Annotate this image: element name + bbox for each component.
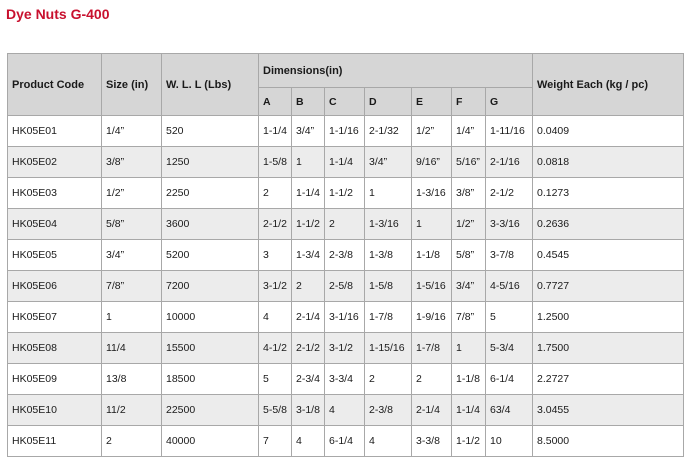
- cell-dim-c: 3-1/16: [325, 302, 365, 333]
- table-row: [8, 364, 684, 395]
- cell-product-code: HK05E07: [8, 302, 102, 333]
- table-row: [8, 426, 684, 457]
- header-dim-e: E: [412, 88, 452, 116]
- table-row: [8, 240, 684, 271]
- cell-dim-g: 3-7/8: [486, 240, 533, 271]
- cell-dim-e: 1-5/16: [412, 271, 452, 302]
- cell-wll: 3600: [162, 209, 259, 240]
- cell-weight: 3.0455: [533, 395, 684, 426]
- cell-dim-e: 1-7/8: [412, 333, 452, 364]
- table-row: [8, 209, 684, 240]
- cell-weight: 0.7727: [533, 271, 684, 302]
- cell-wll: 2250: [162, 178, 259, 209]
- cell-dim-g: 5-3/4: [486, 333, 533, 364]
- header-row: [8, 54, 684, 88]
- cell-dim-b: 1-3/4: [292, 240, 325, 271]
- cell-dim-e: 1/2”: [412, 116, 452, 147]
- cell-weight: 0.0818: [533, 147, 684, 178]
- cell-dim-d: 2-3/8: [365, 395, 412, 426]
- cell-dim-b: 3/4”: [292, 116, 325, 147]
- cell-weight: 0.1273: [533, 178, 684, 209]
- cell-weight: 8.5000: [533, 426, 684, 457]
- cell-dim-e: 3-3/8: [412, 426, 452, 457]
- cell-dim-d: 4: [365, 426, 412, 457]
- header-dim-b: B: [292, 88, 325, 116]
- cell-dim-b: 1-1/2: [292, 209, 325, 240]
- cell-dim-g: 1-11/16: [486, 116, 533, 147]
- cell-dim-a: 4-1/2: [259, 333, 292, 364]
- cell-size: 1: [102, 302, 162, 333]
- table-row: [8, 395, 684, 426]
- cell-dim-c: 2-5/8: [325, 271, 365, 302]
- table-row: [8, 271, 684, 302]
- cell-dim-f: 1-1/8: [452, 364, 486, 395]
- cell-dim-f: 1-1/4: [452, 395, 486, 426]
- cell-weight: 1.7500: [533, 333, 684, 364]
- cell-dim-c: 6-1/4: [325, 426, 365, 457]
- cell-size: 11/4: [102, 333, 162, 364]
- cell-dim-d: 2: [365, 364, 412, 395]
- cell-weight: 2.2727: [533, 364, 684, 395]
- cell-wll: 5200: [162, 240, 259, 271]
- cell-dim-c: 1-1/2: [325, 178, 365, 209]
- cell-product-code: HK05E08: [8, 333, 102, 364]
- cell-dim-g: 2-1/2: [486, 178, 533, 209]
- cell-size: 3/4”: [102, 240, 162, 271]
- header-dim-g: G: [486, 88, 533, 116]
- cell-dim-g: 5: [486, 302, 533, 333]
- header-dim-a: A: [259, 88, 292, 116]
- cell-product-code: HK05E03: [8, 178, 102, 209]
- cell-dim-d: 1-3/8: [365, 240, 412, 271]
- table-body: [8, 116, 684, 457]
- cell-dim-a: 3: [259, 240, 292, 271]
- cell-dim-g: 10: [486, 426, 533, 457]
- table-row: [8, 333, 684, 364]
- cell-size: 3/8”: [102, 147, 162, 178]
- cell-dim-a: 2-1/2: [259, 209, 292, 240]
- cell-weight: 1.2500: [533, 302, 684, 333]
- cell-dim-a: 1-5/8: [259, 147, 292, 178]
- table-row: [8, 116, 684, 147]
- cell-dim-d: 3/4”: [365, 147, 412, 178]
- cell-dim-f: 1: [452, 333, 486, 364]
- cell-dim-a: 7: [259, 426, 292, 457]
- cell-product-code: HK05E02: [8, 147, 102, 178]
- cell-dim-c: 4: [325, 395, 365, 426]
- cell-dim-e: 9/16”: [412, 147, 452, 178]
- cell-wll: 22500: [162, 395, 259, 426]
- header-weight: Weight Each (kg / pc): [533, 54, 684, 116]
- cell-product-code: HK05E11: [8, 426, 102, 457]
- header-dim-d: D: [365, 88, 412, 116]
- cell-product-code: HK05E10: [8, 395, 102, 426]
- cell-weight: 0.2636: [533, 209, 684, 240]
- cell-dim-d: 1-7/8: [365, 302, 412, 333]
- cell-dim-e: 1: [412, 209, 452, 240]
- header-dim-f: F: [452, 88, 486, 116]
- cell-dim-c: 2-3/8: [325, 240, 365, 271]
- cell-dim-d: 2-1/32: [365, 116, 412, 147]
- header-size: Size (in): [102, 54, 162, 116]
- cell-size: 5/8”: [102, 209, 162, 240]
- cell-product-code: HK05E01: [8, 116, 102, 147]
- cell-dim-a: 5-5/8: [259, 395, 292, 426]
- cell-wll: 7200: [162, 271, 259, 302]
- cell-dim-b: 2: [292, 271, 325, 302]
- cell-weight: 0.0409: [533, 116, 684, 147]
- cell-size: 11/2: [102, 395, 162, 426]
- table-row: [8, 178, 684, 209]
- header-product-code: Product Code: [8, 54, 102, 116]
- cell-dim-f: 3/8”: [452, 178, 486, 209]
- cell-dim-d: 1-15/16: [365, 333, 412, 364]
- cell-dim-c: 3-1/2: [325, 333, 365, 364]
- cell-dim-e: 2-1/4: [412, 395, 452, 426]
- cell-dim-b: 2-1/2: [292, 333, 325, 364]
- cell-dim-c: 1-1/4: [325, 147, 365, 178]
- cell-dim-g: 2-1/16: [486, 147, 533, 178]
- header-wll: W. L. L (Lbs): [162, 54, 259, 116]
- page-title: Dye Nuts G-400: [6, 6, 110, 22]
- cell-dim-f: 5/16”: [452, 147, 486, 178]
- cell-dim-e: 1-1/8: [412, 240, 452, 271]
- cell-dim-c: 3-3/4: [325, 364, 365, 395]
- cell-dim-b: 1-1/4: [292, 178, 325, 209]
- cell-dim-d: 1: [365, 178, 412, 209]
- cell-wll: 18500: [162, 364, 259, 395]
- cell-dim-c: 1-1/16: [325, 116, 365, 147]
- cell-dim-f: 1/4”: [452, 116, 486, 147]
- cell-dim-a: 2: [259, 178, 292, 209]
- cell-dim-b: 2-3/4: [292, 364, 325, 395]
- cell-dim-g: 3-3/16: [486, 209, 533, 240]
- cell-dim-f: 7/8”: [452, 302, 486, 333]
- cell-dim-f: 3/4”: [452, 271, 486, 302]
- cell-dim-f: 1-1/2: [452, 426, 486, 457]
- cell-dim-a: 3-1/2: [259, 271, 292, 302]
- cell-dim-b: 3-1/8: [292, 395, 325, 426]
- cell-product-code: HK05E04: [8, 209, 102, 240]
- cell-weight: 0.4545: [533, 240, 684, 271]
- cell-dim-g: 4-5/16: [486, 271, 533, 302]
- cell-dim-d: 1-3/16: [365, 209, 412, 240]
- header-dimensions: Dimensions(in): [259, 54, 533, 88]
- cell-dim-b: 4: [292, 426, 325, 457]
- cell-size: 1/2”: [102, 178, 162, 209]
- cell-dim-f: 5/8”: [452, 240, 486, 271]
- table-row: [8, 147, 684, 178]
- specification-table: [7, 53, 684, 457]
- table-row: [8, 302, 684, 333]
- cell-size: 2: [102, 426, 162, 457]
- cell-dim-c: 2: [325, 209, 365, 240]
- cell-dim-b: 1: [292, 147, 325, 178]
- cell-wll: 10000: [162, 302, 259, 333]
- cell-product-code: HK05E06: [8, 271, 102, 302]
- cell-dim-g: 63/4: [486, 395, 533, 426]
- cell-dim-a: 4: [259, 302, 292, 333]
- cell-dim-e: 1-3/16: [412, 178, 452, 209]
- cell-product-code: HK05E05: [8, 240, 102, 271]
- cell-dim-f: 1/2”: [452, 209, 486, 240]
- cell-size: 1/4”: [102, 116, 162, 147]
- cell-wll: 15500: [162, 333, 259, 364]
- cell-size: 7/8”: [102, 271, 162, 302]
- cell-dim-a: 5: [259, 364, 292, 395]
- cell-dim-e: 2: [412, 364, 452, 395]
- cell-wll: 520: [162, 116, 259, 147]
- cell-dim-g: 6-1/4: [486, 364, 533, 395]
- cell-size: 13/8: [102, 364, 162, 395]
- cell-dim-b: 2-1/4: [292, 302, 325, 333]
- cell-product-code: HK05E09: [8, 364, 102, 395]
- cell-wll: 40000: [162, 426, 259, 457]
- header-dim-c: C: [325, 88, 365, 116]
- cell-wll: 1250: [162, 147, 259, 178]
- cell-dim-e: 1-9/16: [412, 302, 452, 333]
- cell-dim-a: 1-1/4: [259, 116, 292, 147]
- cell-dim-d: 1-5/8: [365, 271, 412, 302]
